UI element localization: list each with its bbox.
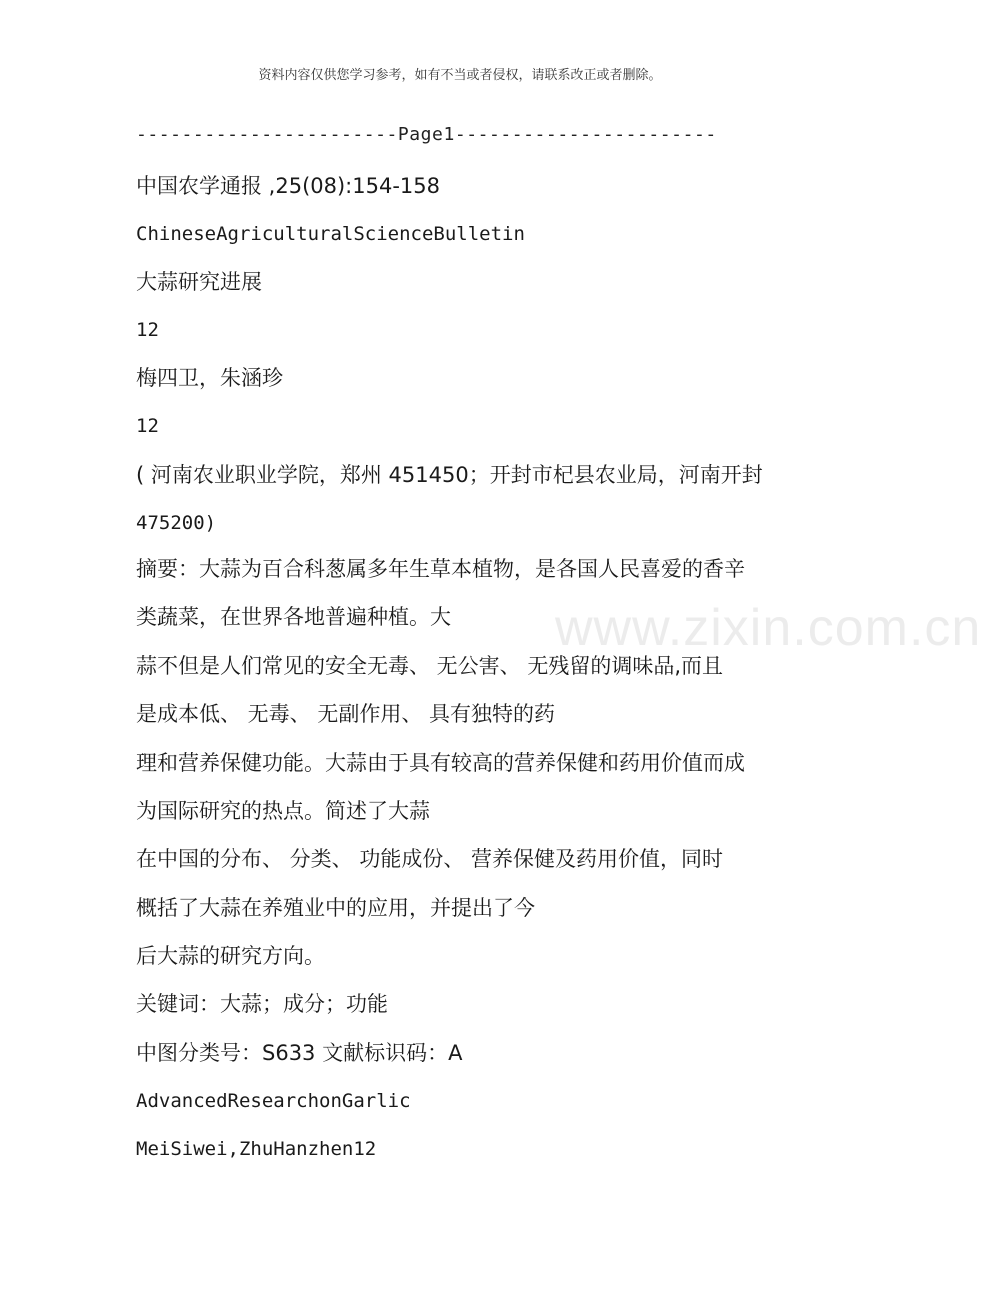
keywords: 关键词：大蒜；成分；功能 [136,992,388,1016]
abstract-line: 是成本低、 无毒、 无副作用、 具有独特的药 [136,702,556,726]
authors-en: MeiSiwei,ZhuHanzhen12 [136,1138,377,1160]
header-notice: 资料内容仅供您学习参考，如有不当或者侵权，请联系改正或者删除。 [258,68,662,83]
watermark: www.zixin.com.cn [555,599,981,657]
journal-name-en: ChineseAgriculturalScienceBulletin [136,223,525,245]
journal-name-cn: 中国农学通报 ,25(08):154-158 [136,174,440,198]
abstract-line: 摘要：大蒜为百合科葱属多年生草本植物，是各国人民喜爱的香辛 [136,557,745,581]
abstract-line: 概括了大蒜在养殖业中的应用，并提出了今 [136,896,535,920]
abstract-line: 理和营养保健功能。大蒜由于具有较高的营养保健和药用价值而成 [136,751,745,775]
affiliation-line-1: ( 河南农业职业学院，郑州 451450；开封市杞县农业局，河南开封 [136,463,763,487]
abstract-line: 后大蒜的研究方向。 [136,944,325,968]
abstract-line: 在中国的分布、 分类、 功能成份、 营养保健及药用价值，同时 [136,847,724,871]
affiliation-line-2: 475200) [136,512,217,534]
author-superscript-1: 12 [136,319,159,341]
author-superscript-2: 12 [136,415,159,437]
article-title-en: AdvancedResearchonGarlic [136,1090,411,1112]
abstract-line: 蒜不但是人们常见的安全无毒、 无公害、 无残留的调味品,而且 [136,654,724,678]
page-separator: -----------------------Page1----------------------- [136,124,717,145]
authors-cn: 梅四卫，朱涵珍 [136,366,283,390]
article-title-cn: 大蒜研究进展 [136,270,262,294]
classification-code: 中图分类号：S633 文献标识码：A [136,1041,463,1065]
abstract-line: 类蔬菜，在世界各地普遍种植。大 [136,605,451,629]
abstract-line: 为国际研究的热点。简述了大蒜 [136,799,430,823]
